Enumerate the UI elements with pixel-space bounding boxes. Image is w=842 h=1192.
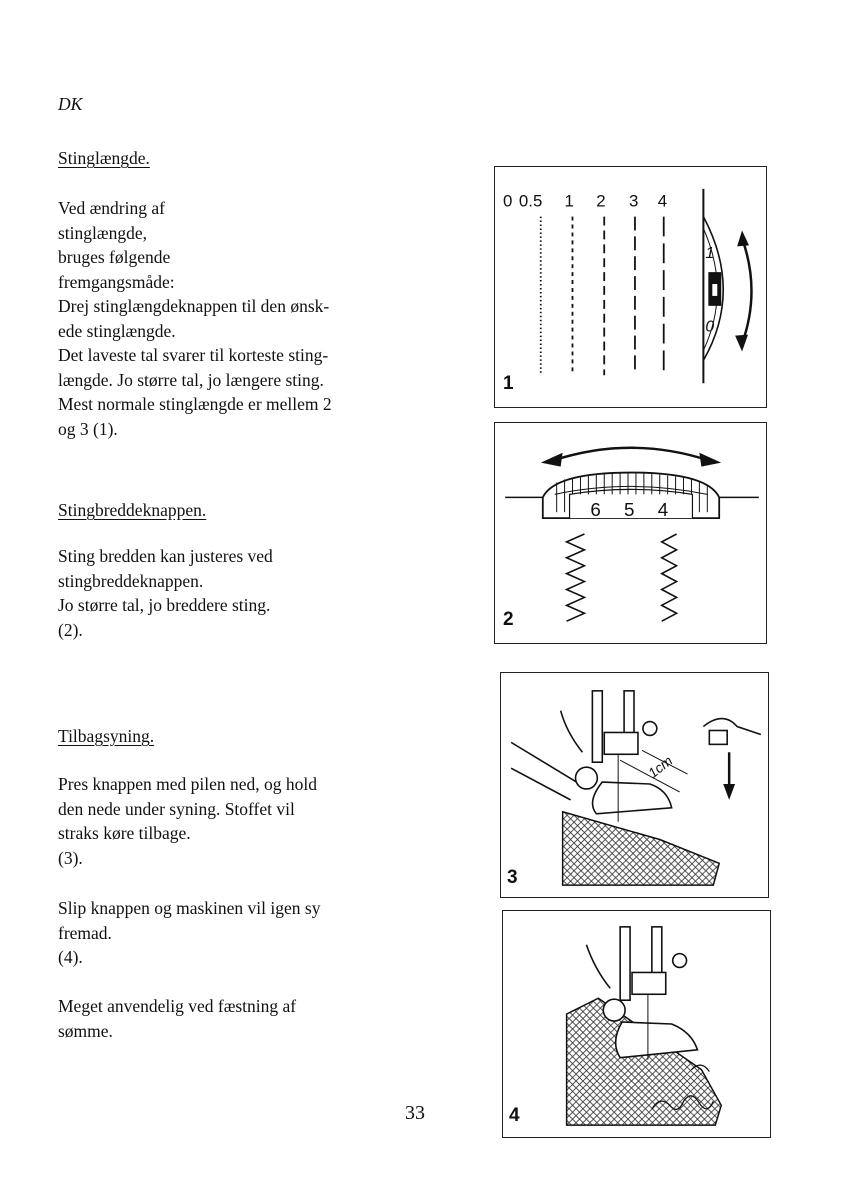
width-rotation-arrow	[553, 448, 710, 461]
arrow-down-icon	[723, 784, 735, 800]
heading-stitch-width: Stingbreddeknappen.	[58, 500, 207, 520]
dial-label-0: 0	[705, 318, 715, 336]
arrow-head-left-icon	[541, 453, 563, 467]
arrow-head-up-icon	[737, 230, 749, 246]
needle-clamp	[632, 972, 666, 994]
paragraph-stitch-length: Ved ændring af stinglængde, bruges følgende fremgangsmåde: Drej stinglængdeknappen til den ønsk- ede stinglængde. Det laveste tal svarer til korteste sting- længde. Jo større tal, jo længere sting. Mest normale stinglængde er mellem 2 og 3 (1).	[58, 198, 332, 439]
scale-label-1: 1	[564, 191, 574, 211]
fabric-piece	[563, 812, 720, 885]
paragraph-stitch-width: Sting bredden kan justeres ved stingbreddeknappen. Jo større tal, jo breddere sting. (2).	[58, 546, 273, 640]
paragraph-reverse-2: Slip knappen og maskinen vil igen sy fremad. (4).	[58, 898, 321, 967]
arrow-head-down-icon	[735, 335, 748, 352]
figure-number-2: 2	[503, 609, 514, 630]
sewing-forward-illustration	[503, 911, 770, 1137]
heading-stitch-length: Stinglængde.	[58, 148, 150, 168]
stitch-width-illustration	[495, 423, 766, 643]
figure-4-sewing-forward	[502, 910, 771, 1138]
scale-label-3: 3	[629, 191, 639, 211]
presser-foot	[616, 1022, 698, 1058]
figure-number-3: 3	[507, 867, 518, 888]
scale-label-4: 4	[657, 191, 668, 211]
fabric-piece	[567, 998, 722, 1125]
paragraph-reverse-3: Meget anvendelig ved fæstning af sømme.	[58, 996, 297, 1041]
measure-label: 1cm	[644, 752, 676, 781]
width-label-4: 4	[657, 499, 669, 521]
width-label-6: 6	[590, 499, 601, 521]
presser-foot	[593, 782, 672, 814]
scale-label-2: 2	[596, 191, 606, 211]
presser-screw	[576, 767, 598, 789]
zigzag-wide	[567, 534, 585, 621]
scale-label-0: 0	[503, 191, 513, 211]
figure-1-stitch-length	[494, 166, 767, 408]
reverse-pressed-illustration	[501, 673, 768, 897]
zigzag-narrow	[662, 534, 677, 621]
paragraph-reverse-1: Pres knappen med pilen ned, og hold den nede under syning. Stoffet vil straks køre tilbage. (3).	[58, 774, 318, 868]
figure-3-reverse-pressed	[500, 672, 769, 898]
figure-number-4: 4	[509, 1105, 520, 1126]
language-tag: DK	[58, 94, 83, 114]
needle-clamp	[604, 732, 638, 754]
figure-2-stitch-width	[494, 422, 767, 644]
heading-reverse-sewing: Tilbagsyning.	[58, 726, 155, 746]
stitch-length-illustration	[495, 167, 766, 407]
dial-rotation-arrow	[742, 238, 751, 343]
width-label-5: 5	[624, 499, 635, 521]
dial-label-1: 1	[705, 245, 715, 263]
page-number: 33	[405, 1102, 425, 1124]
figure-number-1: 1	[503, 373, 514, 394]
scale-label-0-5: 0.5	[518, 191, 543, 211]
reverse-button	[709, 730, 727, 744]
presser-screw	[603, 999, 625, 1021]
arrow-head-right-icon	[699, 453, 721, 467]
